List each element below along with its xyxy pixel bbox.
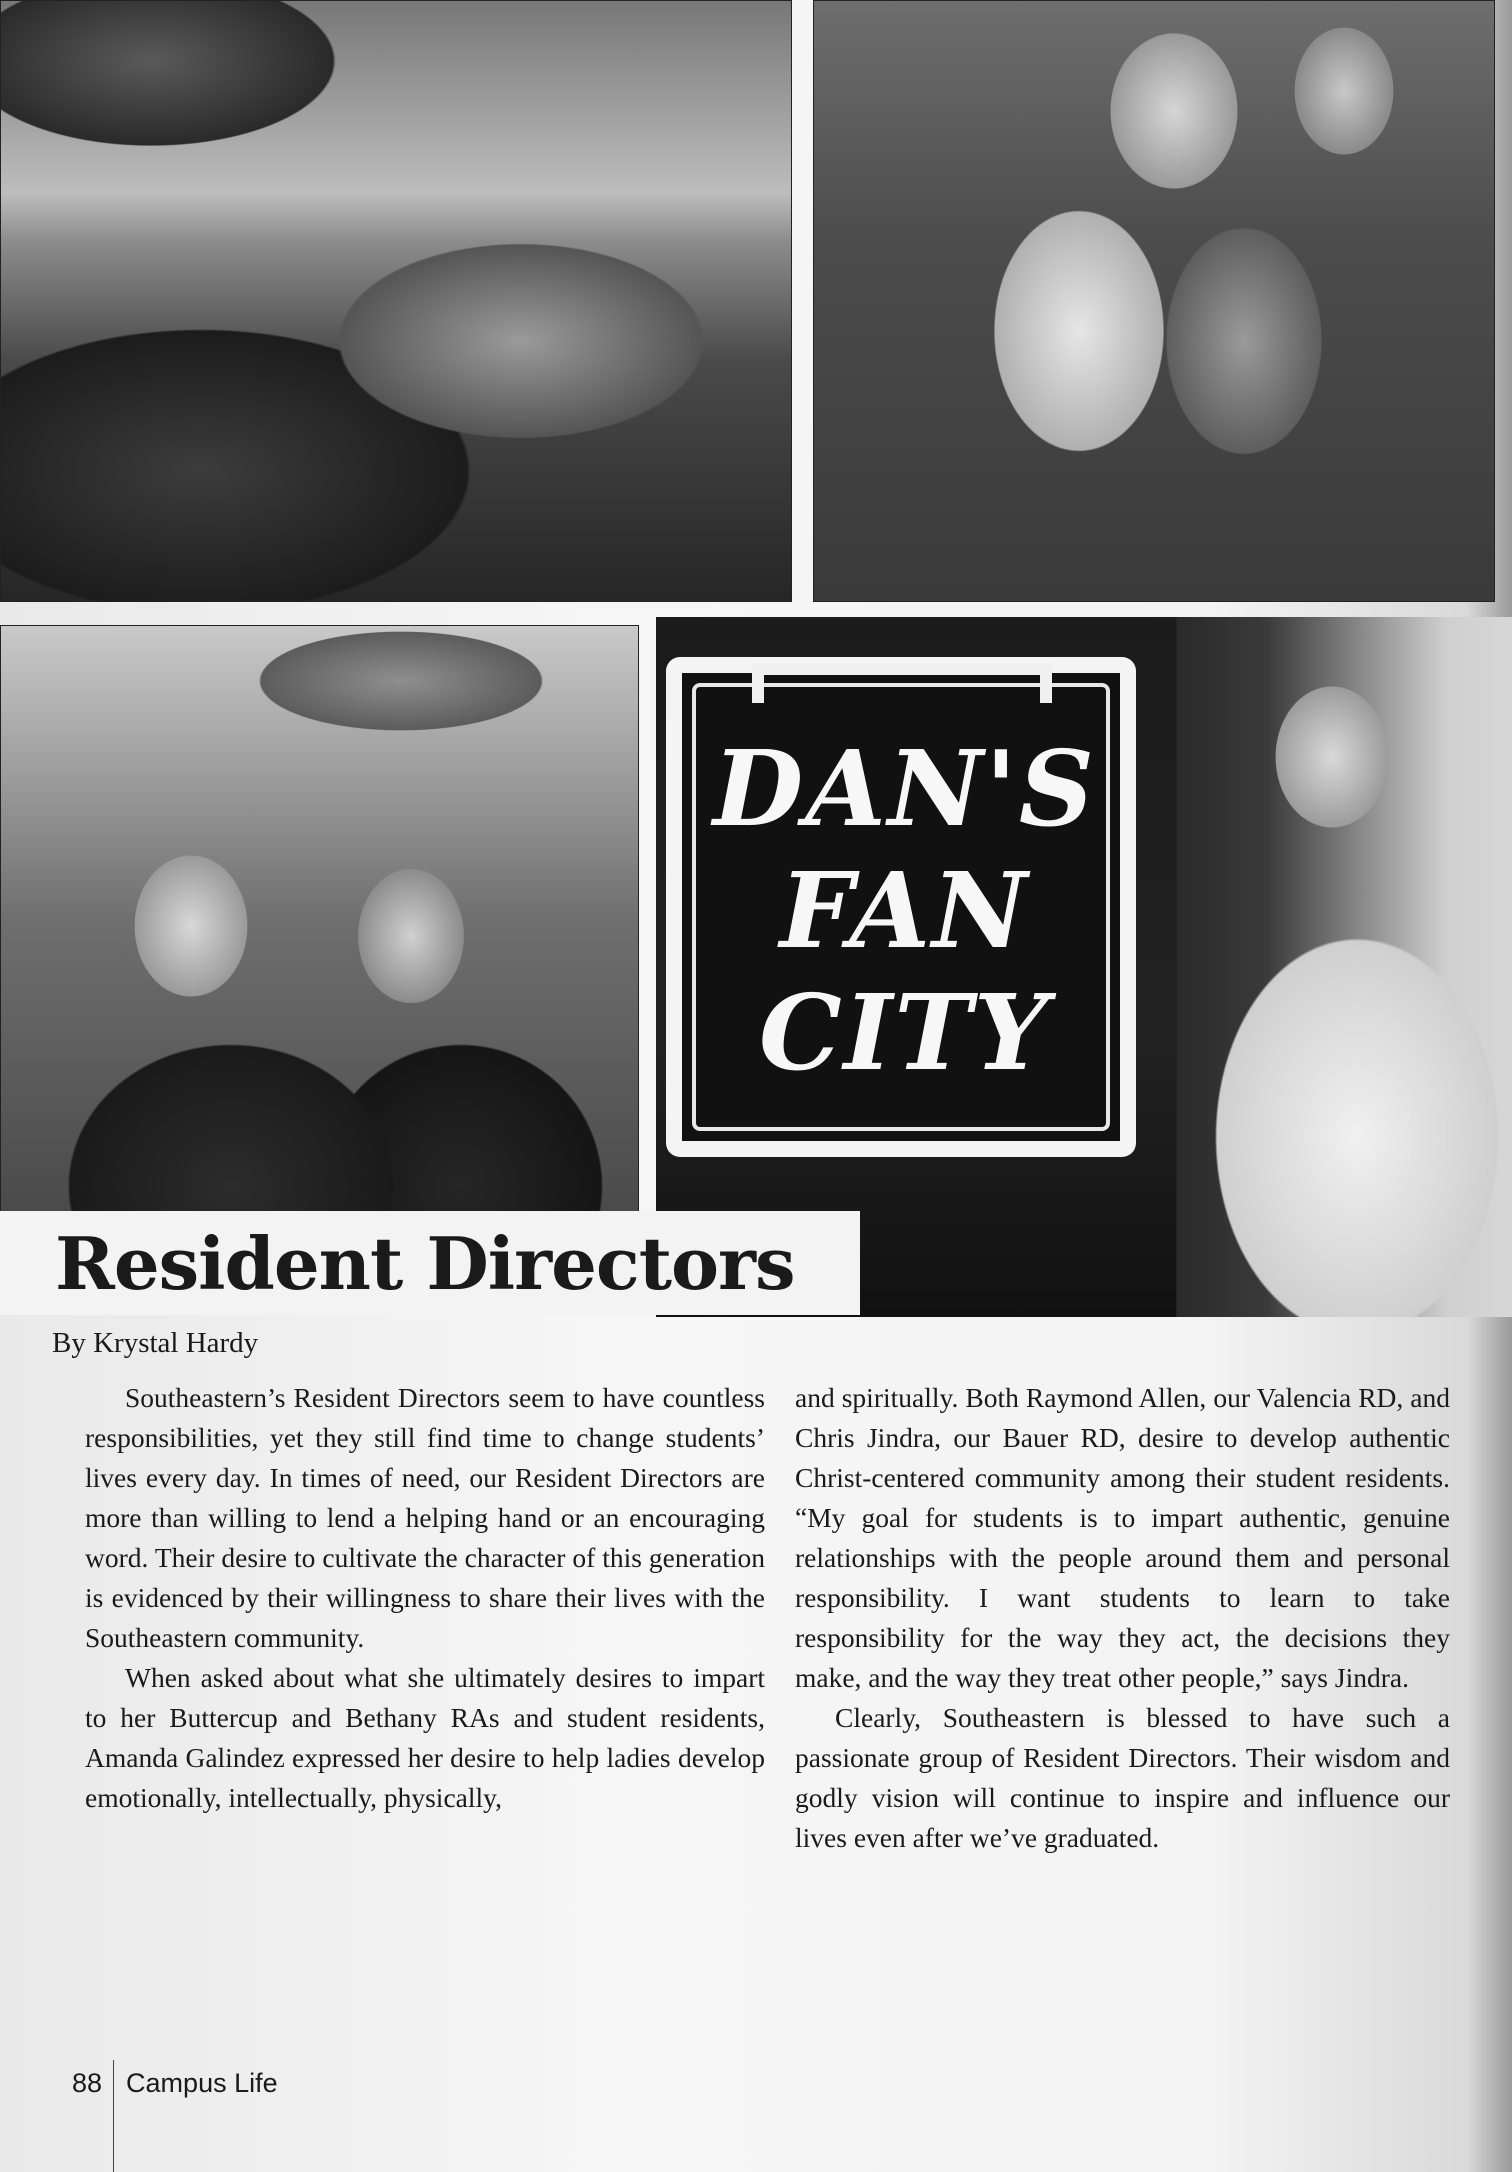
article-paragraph: and spiritually. Both Raymond Allen, our Valencia RD, and Chris Jindra, our Bauer RD, desire to develop authentic Christ-centered community among their student residents. “My goal for students is to impart authentic, genuine relationships with the people around them and personal responsibility. I want students to learn to take responsibility for the way they act, the decisions they make, and the way they treat other people,” says Jindra. — [795, 1382, 1450, 1693]
article-paragraph: Clearly, Southeastern is blessed to have such a passionate group of Resident Directors. Their wisdom and godly vision will continue to inspire and influence our lives even after we’ve graduated. — [795, 1702, 1450, 1853]
photo-couple-fountain — [0, 625, 639, 1213]
article-paragraph: When asked about what she ultimately desires to impart to her Buttercup and Bethany RAs and student residents, Amanda Galindez expressed her desire to help ladies develop emotionally, intellectually, physically, — [85, 1662, 765, 1813]
sign-top-frame — [752, 663, 1052, 703]
article-byline: By Krystal Hardy — [52, 1327, 259, 1359]
sign-text: DAN'S FAN CITY — [713, 727, 1096, 1094]
article-paragraph: Southeastern’s Resident Directors seem to have countless responsibilities, yet they still find time to change students’ lives every day. In times of need, our Resident Directors are more than willing to lend a helping hand or an encouraging word. Their desire to cultivate the character of this generation is evidenced by their willingness to share their lives with the Southeastern community. — [85, 1382, 765, 1653]
sign-board — [666, 657, 1136, 1157]
page-number: 88 — [72, 2068, 103, 2098]
photo-campus-garden — [0, 0, 792, 602]
article-column-right — [795, 1378, 1450, 1858]
section-name: Campus Life — [126, 2068, 278, 2098]
article-column-left — [85, 1378, 765, 1818]
article-title: Resident Directors — [55, 1221, 795, 1306]
photo-family-portrait — [813, 0, 1495, 602]
photo-man-portrait — [1176, 617, 1512, 1317]
page-footer — [72, 2066, 278, 2100]
